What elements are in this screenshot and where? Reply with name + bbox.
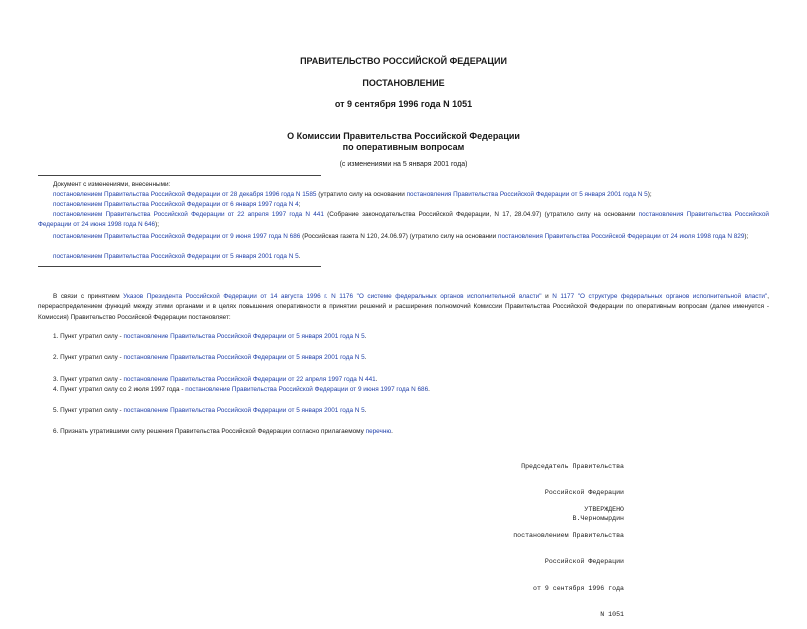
divider-top: [38, 175, 321, 176]
change-item-4: постановлением Правительства Российской Федерации от 9 июня 1997 года N 686 (Российская газета N 120, 24.06.97) (утратило силу на основании постановления Правительства Российской Федерации от 24 июля 1998 года N 829);: [53, 233, 749, 240]
preamble-paragraph: В связи с принятием Указов Президента Российской Федерации от 14 августа 1996 г. N 1176 "О системе федеральных органов исполнительной власти" и N 1177 "О структуре федеральных органов исполнительной власти", перераспределением функций между этими органами и в целях повышения оперативности в принятии решений и расширения полномочий Комиссии Правительства Российской Федерации по оперативным вопросам (далее именуется - Комиссия) Правительство Российской Федерации постановляет:: [38, 293, 769, 321]
change-link-646[interactable]: постановления Правительства Российской Федерации от 24 июня 1998 года N 646: [38, 211, 770, 229]
divider-bottom: [38, 266, 321, 267]
document-title-line2: по оперативным вопросам: [342, 142, 465, 152]
change-link-686[interactable]: постановлением Правительства Российской Федерации от 9 июня 1997 года N 686: [53, 233, 301, 240]
point-4-link[interactable]: постановление Правительства Российской Федерации от 9 июня 1997 года N 686: [185, 386, 429, 393]
decree-1176-link[interactable]: Указов Президента Российской Федерации от 14 августа 1996 г. N 1176 "О системе федеральных органов исполнительной власти": [123, 293, 542, 300]
approved-date: от 9 сентября 1996 года: [532, 584, 624, 592]
signature-name: В.Черномырдин: [572, 515, 624, 523]
point-3-link[interactable]: постановление Правительства Российской Федерации от 22 апреля 1997 года N 441: [123, 376, 376, 383]
document-type: ПОСТАНОВЛЕНИЕ: [362, 78, 445, 88]
point-6-list-link[interactable]: перечню: [365, 428, 392, 435]
change-link-4-1997[interactable]: постановлением Правительства Российской Федерации от 6 января 1997 года N 4: [53, 201, 299, 208]
point-2-link[interactable]: постановление Правительства Российской Федерации от 5 января 2001 года N 5: [123, 354, 365, 361]
point-1: 1. Пункт утратил силу - постановление Правительства Российской Федерации от 5 января 2001 года N 5.: [53, 333, 367, 340]
change-item-3: постановлением Правительства Российской Федерации от 22 апреля 1997 года N 441 (Собрание законодательства Российской Федерации, N 17, 28.04.97) (утратило силу на основании постановления Правительства Российской Федерации от 24 июня 1998 года N 646);: [38, 211, 770, 229]
change-item-1: постановлением Правительства Российской Федерации от 28 декабря 1996 года N 1585 (утратило силу на основании постановления Правительства Российской Федерации от 5 января 2001 года N 5);: [53, 191, 652, 198]
decree-1177-link[interactable]: N 1177 "О структуре федеральных органов исполнительной власти": [552, 293, 768, 300]
point-1-link[interactable]: постановление Правительства Российской Федерации от 5 января 2001 года N 5: [123, 333, 365, 340]
changes-intro: Документ с изменениями, внесенными:: [53, 181, 171, 188]
change-link-5-2001-b[interactable]: постановлением Правительства Российской Федерации от 5 января 2001 года N 5: [53, 253, 299, 260]
change-link-1585[interactable]: постановлением Правительства Российской Федерации от 28 декабря 1996 года N 1585: [53, 191, 317, 198]
change-link-441[interactable]: постановлением Правительства Российской Федерации от 22 апреля 1997 года N 441: [53, 211, 324, 218]
change-item-5: постановлением Правительства Российской Федерации от 5 января 2001 года N 5.: [53, 253, 301, 260]
approved-label: УТВЕРЖДЕНО: [584, 505, 624, 513]
point-4: 4. Пункт утратил силу со 2 июля 1997 года - постановление Правительства Российской Федерации от 9 июня 1997 года N 686.: [53, 386, 430, 393]
approved-number: N 1051: [600, 611, 624, 619]
document-date-number: от 9 сентября 1996 года N 1051: [334, 99, 473, 109]
change-link-5-2001[interactable]: постановления Правительства Российской Федерации от 5 января 2001 года N 5: [406, 191, 648, 198]
signature-title: Председатель Правительства: [521, 462, 624, 470]
signature-org: Российской Федерации: [544, 488, 624, 496]
government-heading: ПРАВИТЕЛЬСТВО РОССИЙСКОЙ ФЕДЕРАЦИИ: [300, 56, 507, 66]
change-item-2: постановлением Правительства Российской Федерации от 6 января 1997 года N 4;: [53, 201, 301, 208]
point-5-link[interactable]: постановление Правительства Российской Федерации от 5 января 2001 года N 5: [123, 407, 365, 414]
point-2: 2. Пункт утратил силу - постановление Правительства Российской Федерации от 5 января 2001 года N 5.: [53, 354, 367, 361]
document-title-line1: О Комиссии Правительства Российской Федерации: [287, 131, 520, 141]
approved-org: Российской Федерации: [544, 558, 624, 566]
approved-block: [430, 488, 624, 629]
point-5: 5. Пункт утратил силу - постановление Правительства Российской Федерации от 5 января 2001 года N 5.: [53, 407, 367, 414]
point-6: 6. Признать утратившими силу решения Правительства Российской Федерации согласно прилагаемому перечню.: [53, 428, 393, 435]
amended-note: (с изменениями на 5 января 2001 года): [339, 161, 468, 168]
approved-by: постановлением Правительства: [513, 531, 624, 539]
point-3: 3. Пункт утратил силу - постановление Правительства Российской Федерации от 22 апреля 1997 года N 441.: [53, 376, 378, 383]
change-link-829[interactable]: постановления Правительства Российской Федерации от 24 июля 1998 года N 829: [497, 233, 745, 240]
